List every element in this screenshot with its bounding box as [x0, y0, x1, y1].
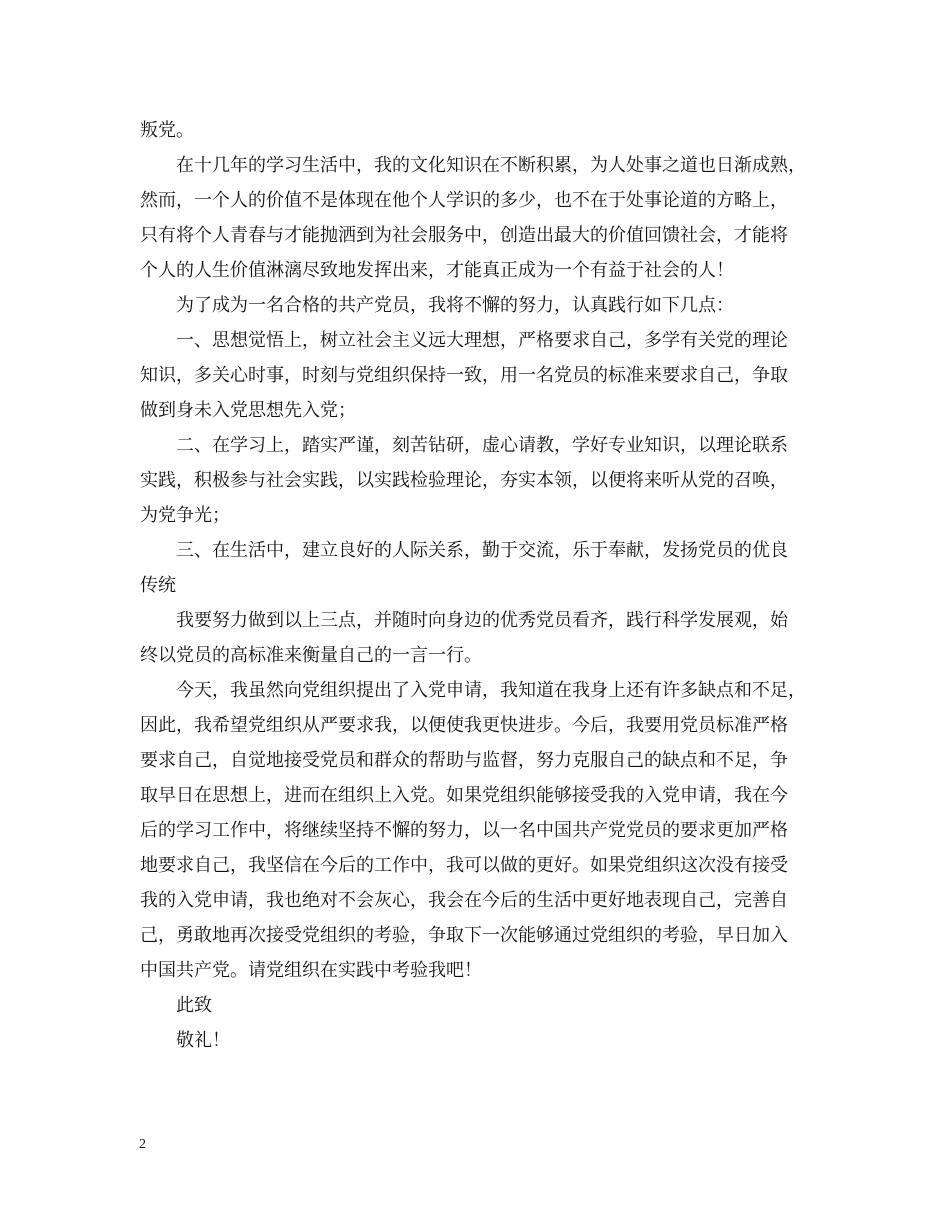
- text-line: 中国共产党。请党组织在实践中考验我吧！: [140, 960, 482, 981]
- text-line: 今天，我虽然向党组织提出了入党申请，我知道在我身上还有许多缺点和不足，: [176, 680, 806, 701]
- text-line: 知识，多关心时事，时刻与党组织保持一致，用一名党员的标准来要求自己，争取: [140, 365, 788, 386]
- text-line: 为党争光；: [140, 505, 230, 526]
- text-line: 要求自己，自觉地接受党员和群众的帮助与监督，努力克服自己的缺点和不足，争: [140, 750, 788, 771]
- text-line: 己，勇敢地再次接受党组织的考验，争取下一次能够通过党组织的考验，早日加入: [140, 925, 788, 946]
- text-line: 做到身未入党思想先入党；: [140, 400, 356, 421]
- text-line: 地要求自己，我坚信在今后的工作中，我可以做的更好。如果党组织这次没有接受: [140, 855, 788, 876]
- text-line: 后的学习工作中，将继续坚持不懈的努力，以一名中国共产党党员的要求更加严格: [140, 820, 788, 841]
- page-number: 2: [139, 1137, 146, 1152]
- text-line: 二、在学习上，踏实严谨，刻苦钻研，虚心请教，学好专业知识，以理论联系: [176, 435, 788, 456]
- text-line: 一、思想觉悟上，树立社会主义远大理想，严格要求自己，多学有关党的理论: [176, 330, 788, 351]
- text-line: 叛党。: [140, 120, 194, 141]
- text-line: 敬礼！: [176, 1030, 230, 1051]
- text-line: 个人的人生价值淋漓尽致地发挥出来，才能真正成为一个有益于社会的人！: [140, 260, 734, 281]
- text-line: 取早日在思想上，进而在组织上入党。如果党组织能够接受我的入党申请，我在今: [140, 785, 788, 806]
- text-line: 我要努力做到以上三点，并随时向身边的优秀党员看齐，践行科学发展观，始: [176, 610, 788, 631]
- text-line: 我的入党申请，我也绝对不会灰心，我会在今后的生活中更好地表现自己，完善自: [140, 890, 788, 911]
- text-line: 在十几年的学习生活中，我的文化知识在不断积累，为人处事之道也日渐成熟，: [176, 155, 806, 176]
- text-line: 因此，我希望党组织从严要求我，以便使我更快进步。今后，我要用党员标准严格: [140, 715, 788, 736]
- text-line: 然而，一个人的价值不是体现在他个人学识的多少，也不在于处事论道的方略上，: [140, 190, 788, 211]
- text-line: 为了成为一名合格的共产党员，我将不懈的努力，认真践行如下几点：: [176, 295, 734, 316]
- text-line: 实践，积极参与社会实践，以实践检验理论，夯实本领，以便将来听从党的召唤，: [140, 470, 788, 491]
- text-line: 传统: [140, 575, 176, 596]
- text-line: 三、在生活中，建立良好的人际关系，勤于交流，乐于奉献，发扬党员的优良: [176, 540, 788, 561]
- text-line: 只有将个人青春与才能抛洒到为社会服务中，创造出最大的价值回馈社会，才能将: [140, 225, 788, 246]
- text-line: 终以党员的高标准来衡量自己的一言一行。: [140, 645, 482, 666]
- document-body: [140, 113, 820, 1058]
- text-line: 此致: [176, 995, 212, 1016]
